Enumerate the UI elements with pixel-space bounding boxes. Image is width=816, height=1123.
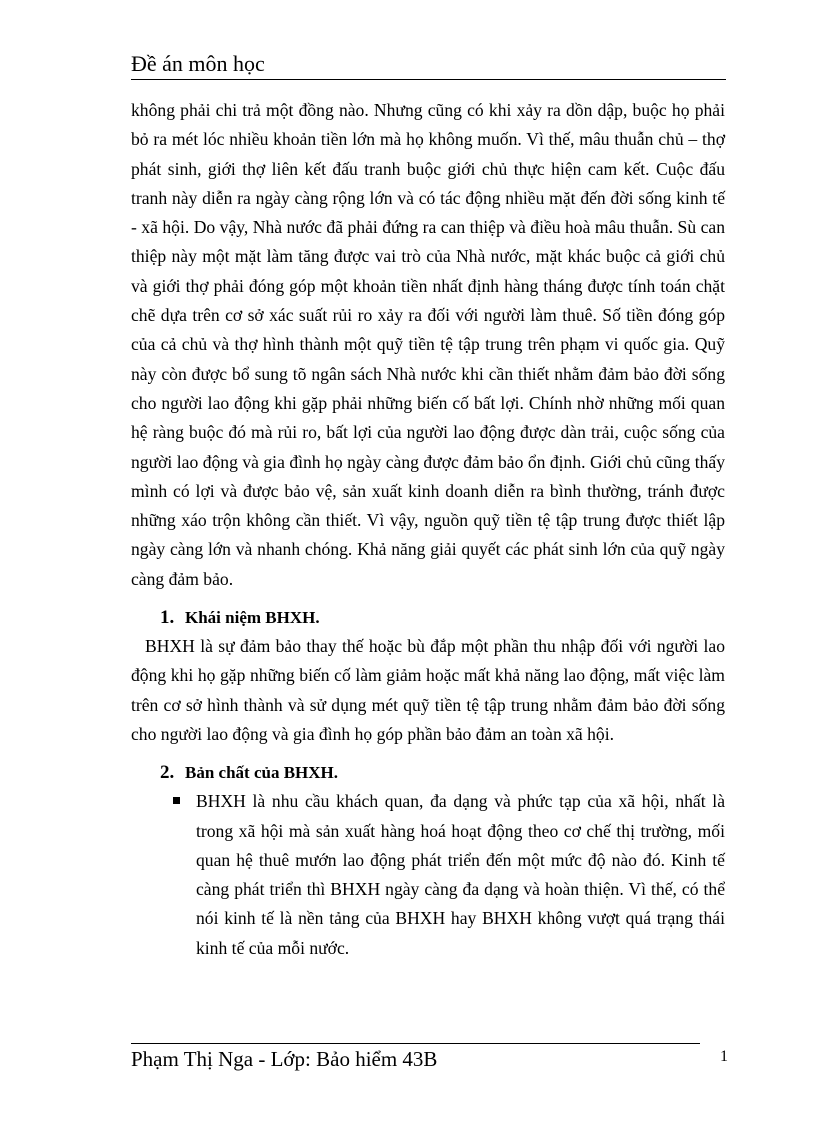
header-divider [131, 79, 726, 80]
concept-paragraph: BHXH là sự đảm bảo thay thế hoặc bù đắp một phần thu nhập đối với người lao động khi họ gặp những biến cố làm giảm hoặc mất khả năng lao động, mất việc làm trên cơ sở hình thành và sử dụng mét quỹ tiền tệ tập trung nhằm đảm bảo đời sống cho người lao động và gia đình họ góp phần bảo đảm an toàn xã hội. [131, 636, 725, 744]
document-body [131, 96, 725, 963]
continued-paragraph: không phải chi trả một đồng nào. Nhưng cũng có khi xảy ra dồn dập, buộc họ phải bỏ ra mét lóc nhiều khoản tiền lớn mà họ không muốn. Vì thế, mâu thuẫn chủ – thợ phát sinh, giới thợ liên kết đấu tranh buộc giới chủ thực hiện cam kết. Cuộc đấu tranh này diễn ra ngày càng rộng lớn và có tác động nhiều mặt đến đời sống kinh tế - xã hội. Do vậy, Nhà nước đã phải đứng ra can thiệp và điều hoà mâu thuẫn. Sù can thiệp này một mặt làm tăng được vai trò của Nhà nước, mặt khác buộc cả giới chủ và giới thợ phải đóng góp một khoản tiền nhất định hàng tháng được tính toán chặt chẽ dựa trên cơ sở xác suất rủi ro xảy ra đối với người làm thuê. Số tiền đóng góp của cả chủ và thợ hình thành một quỹ tiền tệ tập trung trên phạm vi quốc gia. Quỹ này còn được bổ sung tõ ngân sách Nhà nước khi cần thiết nhằm đảm bảo đời sống cho người lao động khi gặp phải những biến cố bất lợi. Chính nhờ những mối quan hệ ràng buộc đó mà rủi ro, bất lợi của người lao động được dàn trải, cuộc sống của người lao động và gia đình họ ngày càng được đảm bảo ổn định. Giới chủ cũng thấy mình có lợi và được bảo vệ, sản xuất kinh doanh diễn ra bình thường, tránh được những xáo trộn không cần thiết. Vì vậy, nguồn quỹ tiền tệ tập trung được thiết lập ngày càng lớn và nhanh chóng. Khả năng giải quyết các phát sinh lớn của quỹ ngày càng đảm bảo. [131, 100, 725, 589]
section-title: Khái niệm BHXH. [185, 608, 320, 628]
square-bullet-icon [173, 787, 196, 963]
footer-divider [131, 1043, 700, 1044]
section-title: Bản chất của BHXH. [185, 763, 339, 783]
section-number: 1. [160, 607, 175, 629]
page-number: 1 [720, 1048, 728, 1065]
section-heading-concept [160, 603, 725, 632]
page-header-title: Đề án môn học [131, 51, 265, 76]
section-number: 2. [160, 762, 175, 784]
bullet-list-item [173, 787, 725, 963]
section-heading-nature [160, 758, 725, 787]
footer-author: Phạm Thị Nga - Lớp: Bảo hiểm 43B [131, 1047, 438, 1071]
bullet-text: BHXH là nhu cầu khách quan, đa dạng và phức tạp của xã hội, nhất là trong xã hội mà sản xuất hàng hoá hoạt động theo cơ chế thị trường, mối quan hệ thuê mướn lao động phát triển đến một mức độ nào đó. Kinh tế càng phát triển thì BHXH ngày càng đa dạng và hoàn thiện. Vì thế, có thể nói kinh tế là nền tảng của BHXH hay BHXH không vượt quá trạng thái kinh tế của mỗi nước. [196, 791, 725, 958]
